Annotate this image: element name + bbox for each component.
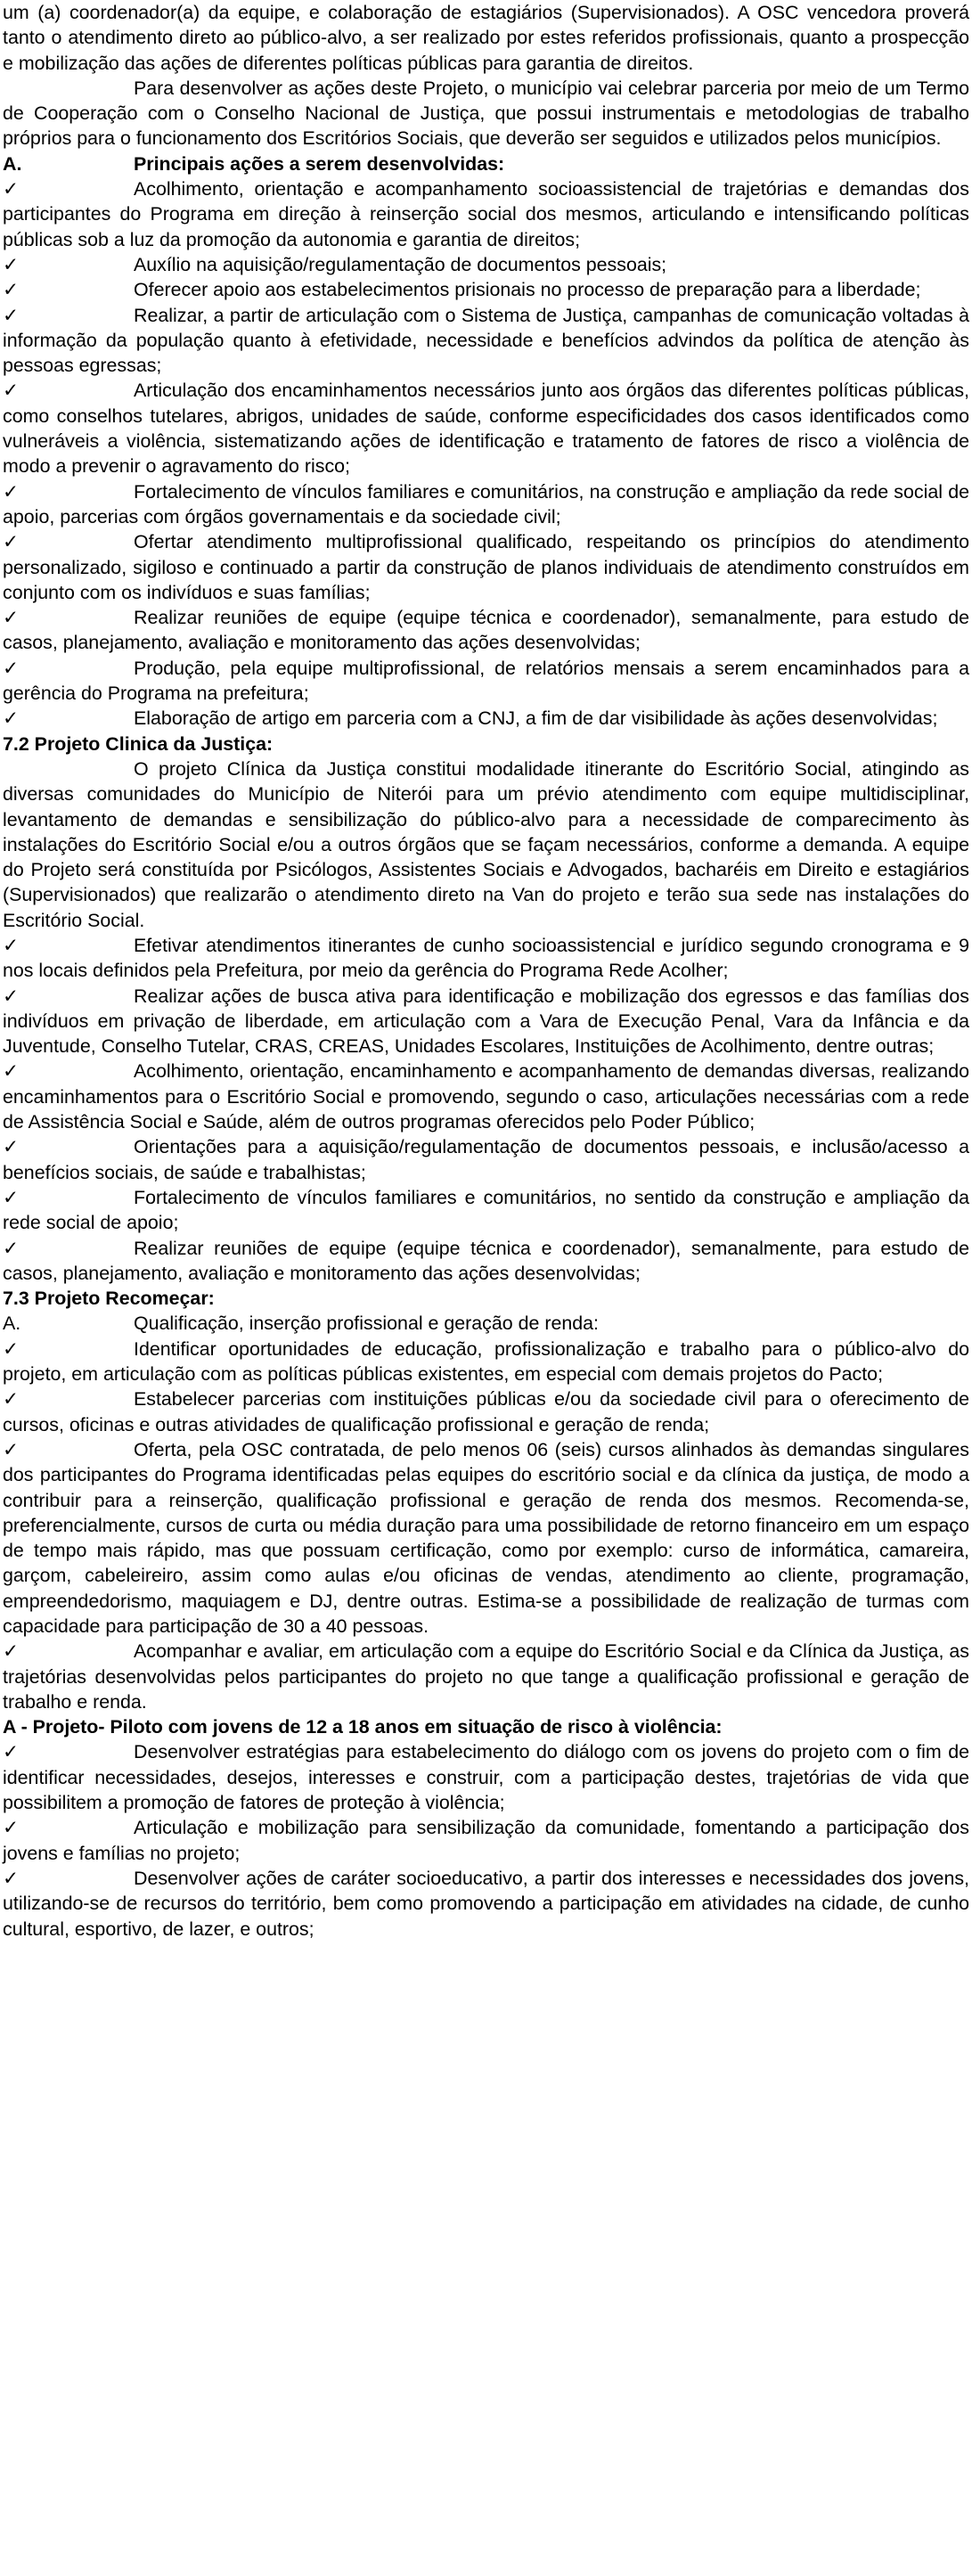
section-heading: 7.2 Projeto Clinica da Justiça: (3, 732, 274, 755)
checklist-item-text: Realizar ações de busca ativa para identificação e mobilização dos egressos e das famílias dos indivíduos em privação de liberdade, em articulação com a Vara de Execução Penal, Vara da Infância e da Juventude, Conselho Tutelar, CRAS, CREAS, Unidades Escolares, Instituições de Acolhimento, dentre outras; (3, 985, 969, 1058)
checklist-item (3, 656, 969, 707)
paragraph: um (a) coordenador(a) da equipe, e colaboração de estagiários (Supervisionados). A OSC vencedora proverá tanto o atendimento direto ao público-alvo, a ser realizado por estes referidos profissionais, quanto a prospecção e mobilização das ações de diferentes políticas públicas para garantia de direitos. (3, 2, 969, 74)
checkmark-icon: ✓ (3, 707, 19, 730)
checklist-item (3, 1185, 969, 1236)
checkmark-icon: ✓ (3, 1817, 19, 1839)
checklist-item-text: Desenvolver estratégias para estabelecimento do diálogo com os jovens do projeto com o fim de identificar necessidades, desejos, interesses e construir, com a participação destes, trajetórias de vida que possibilitem a promoção de fatores de proteção à violência; (3, 1741, 969, 1814)
checklist-item-text: Fortalecimento de vínculos familiares e comunitários, na construção e ampliação da rede social de apoio, parcerias com órgãos governamentais e da sociedade civil; (3, 480, 969, 527)
checklist-item (3, 479, 969, 530)
checklist-item (3, 984, 969, 1059)
checkmark-icon: ✓ (3, 1640, 19, 1663)
checklist-item-text: Orientações para a aquisição/regulamentação de documentos pessoais, e inclusão/acesso a benefícios sociais, de saúde e trabalhistas; (3, 1136, 969, 1183)
checkmark-icon: ✓ (3, 1388, 19, 1411)
checklist-item (3, 1639, 969, 1714)
checklist-item (3, 706, 969, 731)
checklist-item-text: Auxílio na aquisição/regulamentação de documentos pessoais; (134, 253, 667, 275)
checkmark-icon: ✓ (3, 279, 19, 301)
checkmark-icon: ✓ (3, 253, 19, 275)
checklist-item (3, 605, 969, 656)
checklist-item (3, 1815, 969, 1866)
checklist-item-text: Fortalecimento de vínculos familiares e comunitários, no sentido da construção e ampliação da rede social de apoio; (3, 1186, 969, 1234)
checklist-item-text: Oferta, pela OSC contratada, de pelo menos 06 (seis) cursos alinhados às demandas singulares dos participantes do Programa identificadas pelas equipes do escritório social e da clínica da justiça, de modo a contribuir para a reinserção, qualificação profissional e geração de renda dos mesmos. Recomenda-se, preferencialmente, cursos de curta ou média duração para uma possibilidade de retorno financeiro em um espaço de tempo mais rápido, mas que possuam certificação, como por exemplo: curso de informática, camareira, garçom, cabeleireiro, assim como aulas e/ou oficinas de vendas, atendimento ao cliente, programação, empreendedorismo, maquiagem e DJ, dentre outras. Estima-se a possibilidade de realização de turmas com capacidade para participação de 30 a 40 pessoas. (3, 1438, 969, 1637)
checkmark-icon: ✓ (3, 1136, 19, 1158)
checklist-item-text: Realizar, a partir de articulação com o Sistema de Justiça, campanhas de comunicação voltadas à informação da população quanto à efetividade, necessidade e benefícios advindos da política de atenção às pessoas egressas; (3, 304, 969, 377)
checklist-item-text: Oferecer apoio aos estabelecimentos prisionais no processo de preparação para a liberdade; (134, 279, 921, 301)
checklist-item-text: Produção, pela equipe multiprofissional, de relatórios mensais a serem encaminhados para a gerência do Programa na prefeitura; (3, 657, 969, 705)
checklist-item (3, 1437, 969, 1639)
checklist-item (3, 303, 969, 379)
checklist-item-text: Estabelecer parcerias com instituições públicas e/ou da sociedade civil para o oferecimento de cursos, oficinas e outras atividades de qualificação profissional e geração de renda; (3, 1388, 969, 1435)
paragraph: Para desenvolver as ações deste Projeto, o município vai celebrar parceria por meio de um Termo de Cooperação com o Conselho Nacional de Justiça, que possui instrumentais e metodologias de trabalho próprios para o funcionamento dos Escritórios Sociais, que deverão ser seguidos e utilizados pelos municípios. (3, 77, 969, 150)
checklist-item (3, 529, 969, 605)
checkmark-icon: ✓ (3, 1337, 19, 1360)
checklist-item (3, 933, 969, 984)
checklist-item-text: Efetivar atendimentos itinerantes de cunho socioassistencial e jurídico segundo cronograma e 9 nos locais definidos pela Prefeitura, por meio da gerência do Programa Rede Acolher; (3, 934, 969, 982)
checkmark-icon: ✓ (3, 1237, 19, 1259)
checklist-item-text: Acolhimento, orientação e acompanhamento socioassistencial de trajetórias e demandas dos participantes do Programa em direção à reinserção social dos mesmos, articulando e intensificando políticas públicas sob a luz da promoção da autonomia e garantia de direitos; (3, 178, 969, 250)
list-letter: A. (3, 1313, 21, 1335)
checklist-item (3, 1386, 969, 1437)
checklist-item-text: Desenvolver ações de caráter socioeducativo, a partir dos interesses e necessidades dos jovens, utilizando-se de recursos do território, bem como promovendo a participação em atividades na cidade, de cunho cultural, esportivo, de lazer, e outros; (3, 1867, 969, 1940)
section-heading: A - Projeto- Piloto com jovens de 12 a 18 anos em situação de risco à violência: (3, 1716, 723, 1738)
checklist-item (3, 176, 969, 252)
checkmark-icon: ✓ (3, 1438, 19, 1460)
paragraph: O projeto Clínica da Justiça constitui modalidade itinerante do Escritório Social, atingindo as diversas comunidades do Município de Niterói para um prévio atendimento com equipe multidisciplinar, levantamento de demandas e sensibilização do público-alvo para a necessidade de comparecimento às instalações do Escritório Social e/ou a outros órgãos que se façam necessários, conforme a demanda. A equipe do Projeto será constituída por Psicólogos, Assistentes Sociais e Advogados, bacharéis em Direito e estagiários (Supervisionados) que realizarão o atendimento direto na Van do projeto e terão sua sede nas instalações do Escritório Social. (3, 757, 969, 931)
checklist-item (3, 252, 969, 277)
checkmark-icon: ✓ (3, 607, 19, 629)
checklist-item (3, 1866, 969, 1942)
checkmark-icon: ✓ (3, 178, 19, 200)
checklist-item (3, 1236, 969, 1287)
checkmark-icon: ✓ (3, 531, 19, 553)
lettered-heading (3, 151, 969, 176)
checkmark-icon: ✓ (3, 657, 19, 679)
checklist-item-text: Articulação dos encaminhamentos necessários junto aos órgãos das diferentes políticas públicas, como conselhos tutelares, abrigos, unidades de saúde, conforme especificidades dos casos identificados como vulneráveis a violência, sistematizando ações de identificação e tratamento de fatores de risco a violência de modo a prevenir o agravamento do risco; (3, 380, 969, 478)
lettered-heading (3, 1311, 969, 1336)
checkmark-icon: ✓ (3, 985, 19, 1007)
checklist-item (3, 1059, 969, 1134)
lettered-heading-text: Principais ações a serem desenvolvidas: (134, 152, 505, 175)
checklist-item (3, 1337, 969, 1387)
checkmark-icon: ✓ (3, 1867, 19, 1889)
checklist-item-text: Ofertar atendimento multiprofissional qualificado, respeitando os princípios do atendimento personalizado, sigiloso e continuado a partir da construção de planos individuais de atendimento construídos em conjunto com os indivíduos e suas famílias; (3, 531, 969, 603)
checklist-item-text: Acolhimento, orientação, encaminhamento e acompanhamento de demandas diversas, realizando encaminhamentos para o Escritório Social e promovendo, segundo o caso, articulações necessárias com a rede de Assistência Social e Saúde, além de outros programas oferecidos pelo Poder Público; (3, 1060, 969, 1133)
checklist-item (3, 378, 969, 478)
checklist-item-text: Identificar oportunidades de educação, profissionalização e trabalho para o público-alvo do projeto, em articulação com as políticas públicas existentes, em especial com demais projetos do Pacto; (3, 1337, 969, 1386)
checkmark-icon: ✓ (3, 304, 19, 326)
checkmark-icon: ✓ (3, 1741, 19, 1763)
checklist-item-text: Realizar reuniões de equipe (equipe técnica e coordenador), semanalmente, para estudo de casos, planejamento, avaliação e monitoramento das ações desenvolvidas; (3, 607, 969, 654)
checkmark-icon: ✓ (3, 934, 19, 956)
checklist-item-text: Acompanhar e avaliar, em articulação com a equipe do Escritório Social e da Clínica da Justiça, as trajetórias desenvolvidas pelos participantes do projeto no que tange a qualificação profissional e geração de trabalho e renda. (3, 1640, 969, 1713)
checklist-item-text: Realizar reuniões de equipe (equipe técnica e coordenador), semanalmente, para estudo de casos, planejamento, avaliação e monitoramento das ações desenvolvidas; (3, 1237, 969, 1284)
checklist-item (3, 1134, 969, 1185)
checkmark-icon: ✓ (3, 380, 19, 402)
checkmark-icon: ✓ (3, 1186, 19, 1208)
checklist-item-text: Articulação e mobilização para sensibilização da comunidade, fomentando a participação dos jovens e famílias no projeto; (3, 1817, 969, 1864)
list-letter: A. (3, 152, 22, 175)
checklist-item (3, 1739, 969, 1815)
lettered-heading-text: Qualificação, inserção profissional e geração de renda: (134, 1313, 600, 1335)
checkmark-icon: ✓ (3, 480, 19, 503)
checklist-item-text: Elaboração de artigo em parceria com a CNJ, a fim de dar visibilidade às ações desenvolvidas; (134, 707, 938, 730)
checklist-item (3, 277, 969, 302)
checkmark-icon: ✓ (3, 1060, 19, 1083)
section-heading: 7.3 Projeto Recomeçar: (3, 1288, 215, 1310)
